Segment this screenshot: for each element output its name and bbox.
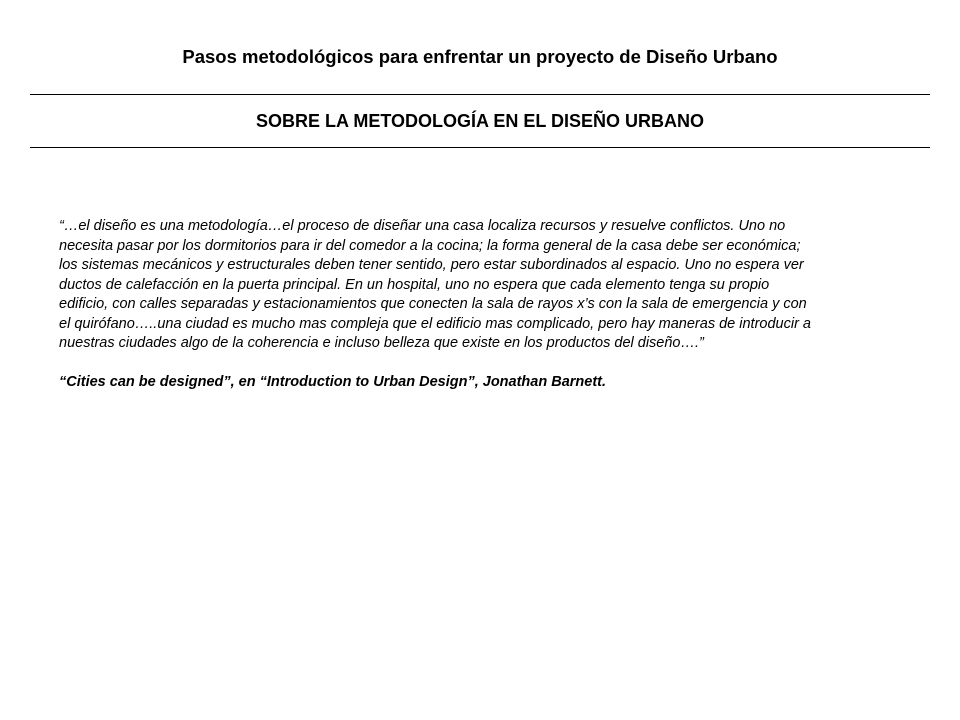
top-divider [30,94,930,95]
quote-line: necesita pasar por los dormitorios para ir del comedor a la cocina; la forma general de la casa debe ser económica; [59,237,801,254]
quote-line: edificio, con calles separadas y estacionamientos que conecten la sala de rayos x’s con la sala de emergencia y con [59,296,807,312]
bottom-divider [30,147,930,148]
section-heading: SOBRE LA METODOLOGÍA EN EL DISEÑO URBANO [255,111,705,131]
quote-line: “…el diseño es una metodología…el proceso de diseñar una casa localiza recursos y resuelve conflictos. Uno no [59,218,786,234]
quote-block [59,217,909,354]
citation: “Cities can be designed”, en “Introduction to Urban Design”, Jonathan Barnett. [59,374,607,390]
quote-line: el quirófano…..una ciudad es mucho mas compleja que el edificio mas complicado, pero hay maneras de introducir a [59,315,811,332]
quote-line: ductos de calefacción en la puerta principal. En un hospital, uno no espera que cada elemento tenga su propio [59,276,770,293]
quote-line: nuestras ciudades algo de la coherencia e incluso belleza que existe en los productos del diseño….” [59,335,704,351]
slide-title: Pasos metodológicos para enfrentar un proyecto de Diseño Urbano [182,46,778,67]
quote-line: los sistemas mecánicos y estructurales deben tener sentido, pero estar subordinados al espacio. Uno no espera ver [59,257,804,273]
